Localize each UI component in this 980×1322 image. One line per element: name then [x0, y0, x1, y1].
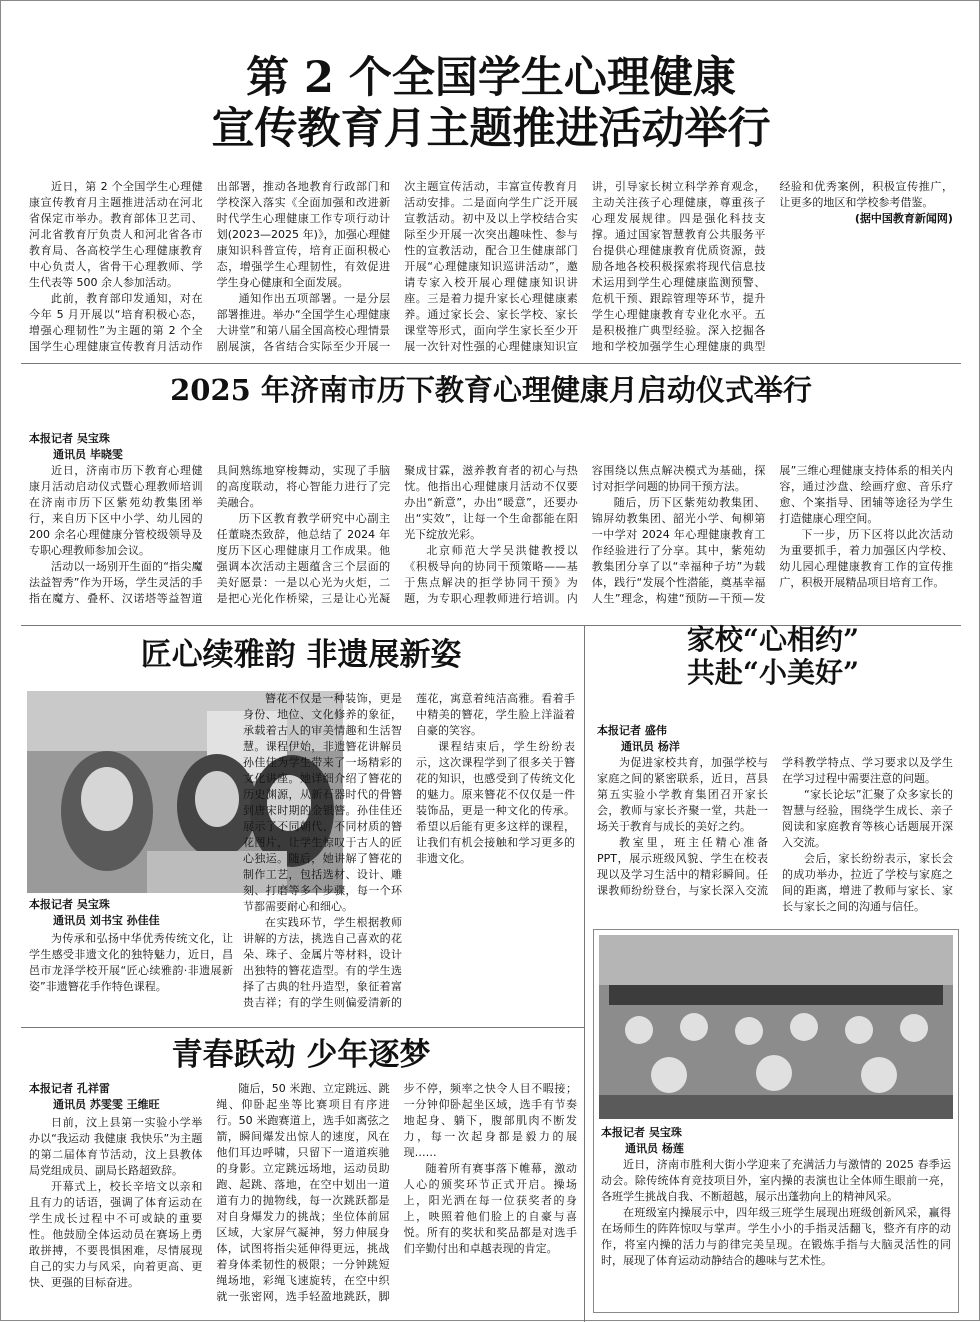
- article-3-byline: [29, 897, 160, 929]
- exercise-class-photo: [599, 935, 953, 1119]
- divider: [584, 625, 585, 1322]
- article-3-paragraph: 在实践环节，学生根据教师讲解的方法，挑选自己喜欢的花朵、珠子、金属片等材料，设计出独特的簪花造型。有的学生选择了古典的牡丹造型，象征着富贵吉祥；有的学生则偏爱清新的莲花，寓意着纯洁高雅。看着手中精美的簪花，学生脸上洋溢着自豪的笑容。: [243, 692, 575, 1009]
- divider: [21, 363, 961, 364]
- article-5-paragraph: 开幕式上，校长辛培文以亲和且有力的话语，强调了体育运动在学生成长过程中不可或缺的重要性。他鼓励全体运动员在赛场上勇敢拼搏，不要畏惧困难，尽情展现自己的实力与风采，向着更高、更快、更强的目标奋进。: [29, 1180, 203, 1289]
- article-2-byline: [29, 431, 123, 463]
- article-1-title: [1, 53, 980, 154]
- reporter-name: 本报记者 吴宝珠: [29, 898, 110, 911]
- article-4-body: [597, 755, 953, 923]
- article-2-paragraph: 北京师范大学吴洪健教授以《积极导向的协同干预策略——基于焦点解决的拒学协同干预》为题，为专职心理教师进行培训。内容围绕以焦点解决模式为基础，探讨对拒学问题的协同干预方法。: [404, 464, 766, 605]
- reporter-name: 本报记者 盛伟: [597, 724, 667, 737]
- article-2-paragraph: 下一步，历下区将以此次活动为重要抓手，着力加强区内学校、幼儿园心理健康教育工作的宣传推广，积极开展精品项目培育工作。: [779, 528, 953, 589]
- article-1-paragraph: 此前，教育部印发通知，对在今年 5 月开展以“培育积极心态，增强心理韧性”为主题的第 2 个全国学生心理健康宣传教育月活动作出部署，推动各地教育行政部门和学校深入落实《全面加强和改进新时代学生心理健康工作专项行动计划(2023—2025 年)》，加强心理健康知识科普宣传，培育正面积极心态，增强学生心理韧性，有效促进学生身心健康和全面发展。: [29, 180, 391, 353]
- article-3-paragraph: 为传承和弘扬中华优秀传统文化，让学生感受非遗文化的独特魅力，近日，昌邑市龙泽学校开展“匠心续雅韵·非遗展新姿”非遗簪花手作特色课程。: [29, 932, 233, 993]
- article-4-paragraph: 教室里，班主任精心准备 PPT，展示班级风貌、学生在校表现以及学习生活中的精彩瞬间。任课教师纷纷登台，与家长深入交流学科教学特点、学习要求以及学生在学习过程中需要注意的问题。: [597, 756, 953, 897]
- article-5-title: 青春跃动 少年逐梦: [171, 1037, 431, 1073]
- article-5-body: [29, 1081, 577, 1313]
- article-3-body-left: [29, 931, 233, 1021]
- article-2-paragraph: 活动以一场别开生面的“指尖魔法益智秀”作为开场，学生灵活的手指在魔方、叠杯、汉诺塔等益智道具间熟练地穿梭舞动，实现了手脑的高度联动，将心智能力进行了完美融合。: [29, 464, 391, 605]
- article-4-title-line-2: 共赴“小美好”: [686, 656, 860, 690]
- article-4-paragraph: “家长论坛”汇聚了众多家长的智慧与经验，围绕学生成长、亲子阅读和家庭教育等核心话题展开深入交流。: [782, 788, 953, 849]
- article-2-paragraph: 历下区教育教学研究中心副主任董晓杰致辞，他总结了 2024 年度历下区心理健康月工作成果。他强调本次活动主题蕴含三个层面的美好愿景：一是以心光为火炬，二是把心光化作桥梁，三是让心光凝聚成甘霖，滋养教育者的初心与热忱。他指出心理健康月活动不仅要办出“新意”，办出“暖意”，还要办出“实效”，让每一个生命都能在阳光下绽放光彩。: [216, 464, 578, 605]
- article-1-title-line-2: 宣传教育月主题推进活动举行: [211, 103, 771, 154]
- article-5-paragraph: 随着所有赛事落下帷幕，激动人心的颁奖环节正式开启。操场上，阳光洒在每一位获奖者的身上，映照着他们脸上的自豪与喜悦。所有的奖状和奖品都是对选手们辛勤付出和卓越表现的肯定。: [403, 1162, 577, 1255]
- article-2-paragraph: 随后，历下区紫苑幼教集团、锦屏幼教集团、韶光小学、甸柳第一中学对 2024 年心理健康教育工作经验进行了分享。其中，紫苑幼教集团分享了以“幸福种子坊”为载体，践行“发展个性潜能，奠基幸福人生”理念，构建“预防—干预—发展”三维心理健康支持体系的相关内容，通过沙盘、绘画疗愈、音乐疗愈、个案指导、团辅等途径为学生打造健康心理空间。: [591, 464, 953, 605]
- article-1-credit: (据中国教育新闻网): [854, 212, 953, 225]
- byline-spacer: [29, 1081, 202, 1115]
- divider: [21, 1027, 584, 1028]
- correspondent-name: 通讯员 苏雯雯 王维旺: [53, 1098, 160, 1111]
- correspondent-name: 通讯员 毕晓雯: [53, 448, 123, 461]
- correspondent-name: 通讯员 杨洋: [621, 740, 680, 753]
- reporter-name: 本报记者 孔祥雷: [29, 1082, 110, 1095]
- article-6-body: [601, 1157, 951, 1307]
- article-4-title: [585, 623, 961, 689]
- article-4-title-line-1: 家校“心相约”: [686, 623, 860, 656]
- reporter-name: 本报记者 吴宝珠: [601, 1126, 682, 1139]
- article-6-paragraph: 在班级室内操展示中，四年级三班学生展现出班级创新风采，赢得在场师生的阵阵惊叹与掌声。学生小小的手指灵活翻飞，整齐有序的动作，将室内操的活力与韵律完美呈现。在锻炼手指与大脑灵活性的同时，展现了体育运动动静结合的趣味与艺术性。: [601, 1206, 951, 1267]
- correspondent-name: 通讯员 杨莲: [625, 1142, 684, 1155]
- article-1-body: [29, 179, 953, 355]
- article-3-paragraph: 簪花不仅是一种装饰，更是身份、地位、文化修养的象征，承载着古人的审美情趣和生活智慧。课程伊始，非遗簪花讲解员孙佳佳为学生带来了一场精彩的文化讲座。她详细介绍了簪花的历史渊源，从新石器时代的骨簪到唐宋时期的金银簪。孙佳佳还展示了不同朝代、不同材质的簪花图片，让学生惊叹于古人的匠心独运。随后，她讲解了簪花的制作工艺，包括选材、设计、雕刻、打磨等多个步骤，每一个环节都需要耐心和细心。: [243, 692, 402, 913]
- article-1-paragraph: 通知作出五项部署。一是分层部署推进。举办“全国学生心理健康大讲堂”和第八届全国高校心理情景剧展演，各省结合实际至少开展一次主题宣传活动，丰富宣传教育月活动安排。二是面向学生广泛开展宣教活动。初中及以上学校结合实际至少开展一次突出趣味性、参与性的宣教活动，配合卫生健康部门开展“心理健康知识巡讲活动”，邀请专家入校开展心理健康知识讲座。三是着力提升家长心理健康素养。通过家长会、家长学校、家长课堂等形式，面向学生家长至少开展一次针对性强的心理健康知识宣讲，引导家长树立科学养育观念，主动关注孩子心理健康，尊重孩子心理发展规律。四是强化科技支撑。通过国家智慧教育公共服务平台提供心理健康教育优质资源，鼓励各地各校积极探索将现代信息技术运用到学生心理健康监测预警、危机干预、跟踪管理等环节，提升学生心理健康教育专业化水平。五是积极推广典型经验。深入挖掘各地和学校加强学生心理健康的典型经验和优秀案例，积极宣传推广，让更多的地区和学校参考借鉴。: [216, 180, 953, 353]
- article-2-paragraph: 近日，济南市历下教育心理健康月活动启动仪式暨心理教师培训在济南市历下区紫苑幼教集团举行，来自历下区中小学、幼儿园的 200 余名心理健康分管校级领导及专职心理教师参加会议。: [29, 464, 203, 557]
- article-1-paragraph: 近日，第 2 个全国学生心理健康宣传教育月主题推进活动在河北省保定市举办。教育部体卫艺司、河北省教育厅负责人和河北省各市教育局、各高校学生心理健康教育中心负责人，省骨干心理教师、学生代表等 500 余人参加活动。: [29, 180, 203, 289]
- article-4-paragraph: 会后，家长纷纷表示，家长会的成功举办，拉近了学校与家庭之间的距离，增进了教师与家长、家长与家长之间的沟通与信任。: [782, 852, 953, 913]
- article-3-body-right: [243, 691, 575, 1023]
- article-6-byline: [601, 1125, 684, 1157]
- article-3-title: 匠心续雅韵 非遗展新姿: [140, 637, 462, 673]
- article-5-paragraph: 随后，50 米跑、立定跳远、跳绳、仰卧起坐等比赛项目有序进行。50 米跑赛道上，选手如离弦之箭，瞬间爆发出惊人的速度，风在他们耳边呼啸，只留下一道道疾驰的身影。立定跳远场地，运动员助跑、起跳、落地，在空中划出一道道有力的抛物线，每一次跳跃都是对自身爆发力的挑战；坐位体前屈区域，大家屏气凝神，努力伸展身体，试图将指尖延伸得更远，挑战着身体柔韧性的极限；一分钟跳短绳场地，彩绳飞速旋转，在空中织就一张密网，选手轻盈地跳跃，脚步不停，频率之快令人目不暇接；一分钟仰卧起坐区域，选手有节奏地起身、躺下，腹部肌肉不断发力，每一次起身都是毅力的展现……: [216, 1082, 577, 1303]
- article-6-paragraph: 近日，济南市胜利大街小学迎来了充满活力与激情的 2025 春季运动会。除传统体育竞技项目外，室内操的表演也让全体师生眼前一亮，各班学生挑战自我、不断超越，展示出蓬勃向上的精神风采。: [601, 1158, 951, 1203]
- article-3-paragraph: 课程结束后，学生纷纷表示，这次课程学到了很多关于簪花的知识，也感受到了传统文化的魅力。原来簪花不仅仅是一件装饰品，更是一种文化的传承。希望以后能有更多这样的课程，让我们有机会接触和学习更多的非遗文化。: [416, 740, 575, 865]
- article-4-byline: [597, 723, 680, 755]
- article-2-title: 2025 年济南市历下教育心理健康月启动仪式举行: [170, 373, 812, 407]
- correspondent-name: 通讯员 刘书宝 孙佳佳: [53, 914, 160, 927]
- article-4-paragraph: 为促进家校共育，加强学校与家庭之间的紧密联系，近日，莒县第五实验小学教育集团召开家长会，教师与家长齐聚一堂，共赴一场关于教育与成长的美好之约。: [597, 756, 768, 833]
- reporter-name: 本报记者 吴宝珠: [29, 432, 110, 445]
- article-1-title-line-1: 第 2 个全国学生心理健康: [246, 53, 736, 103]
- article-2-body: [29, 463, 953, 619]
- article-5-paragraph: 日前，汶上县第一实验小学举办以“我运动 我健康 我快乐”为主题的第二届体育节活动，汶上县教体局党组成员、副局长路超致辞。: [29, 1116, 203, 1177]
